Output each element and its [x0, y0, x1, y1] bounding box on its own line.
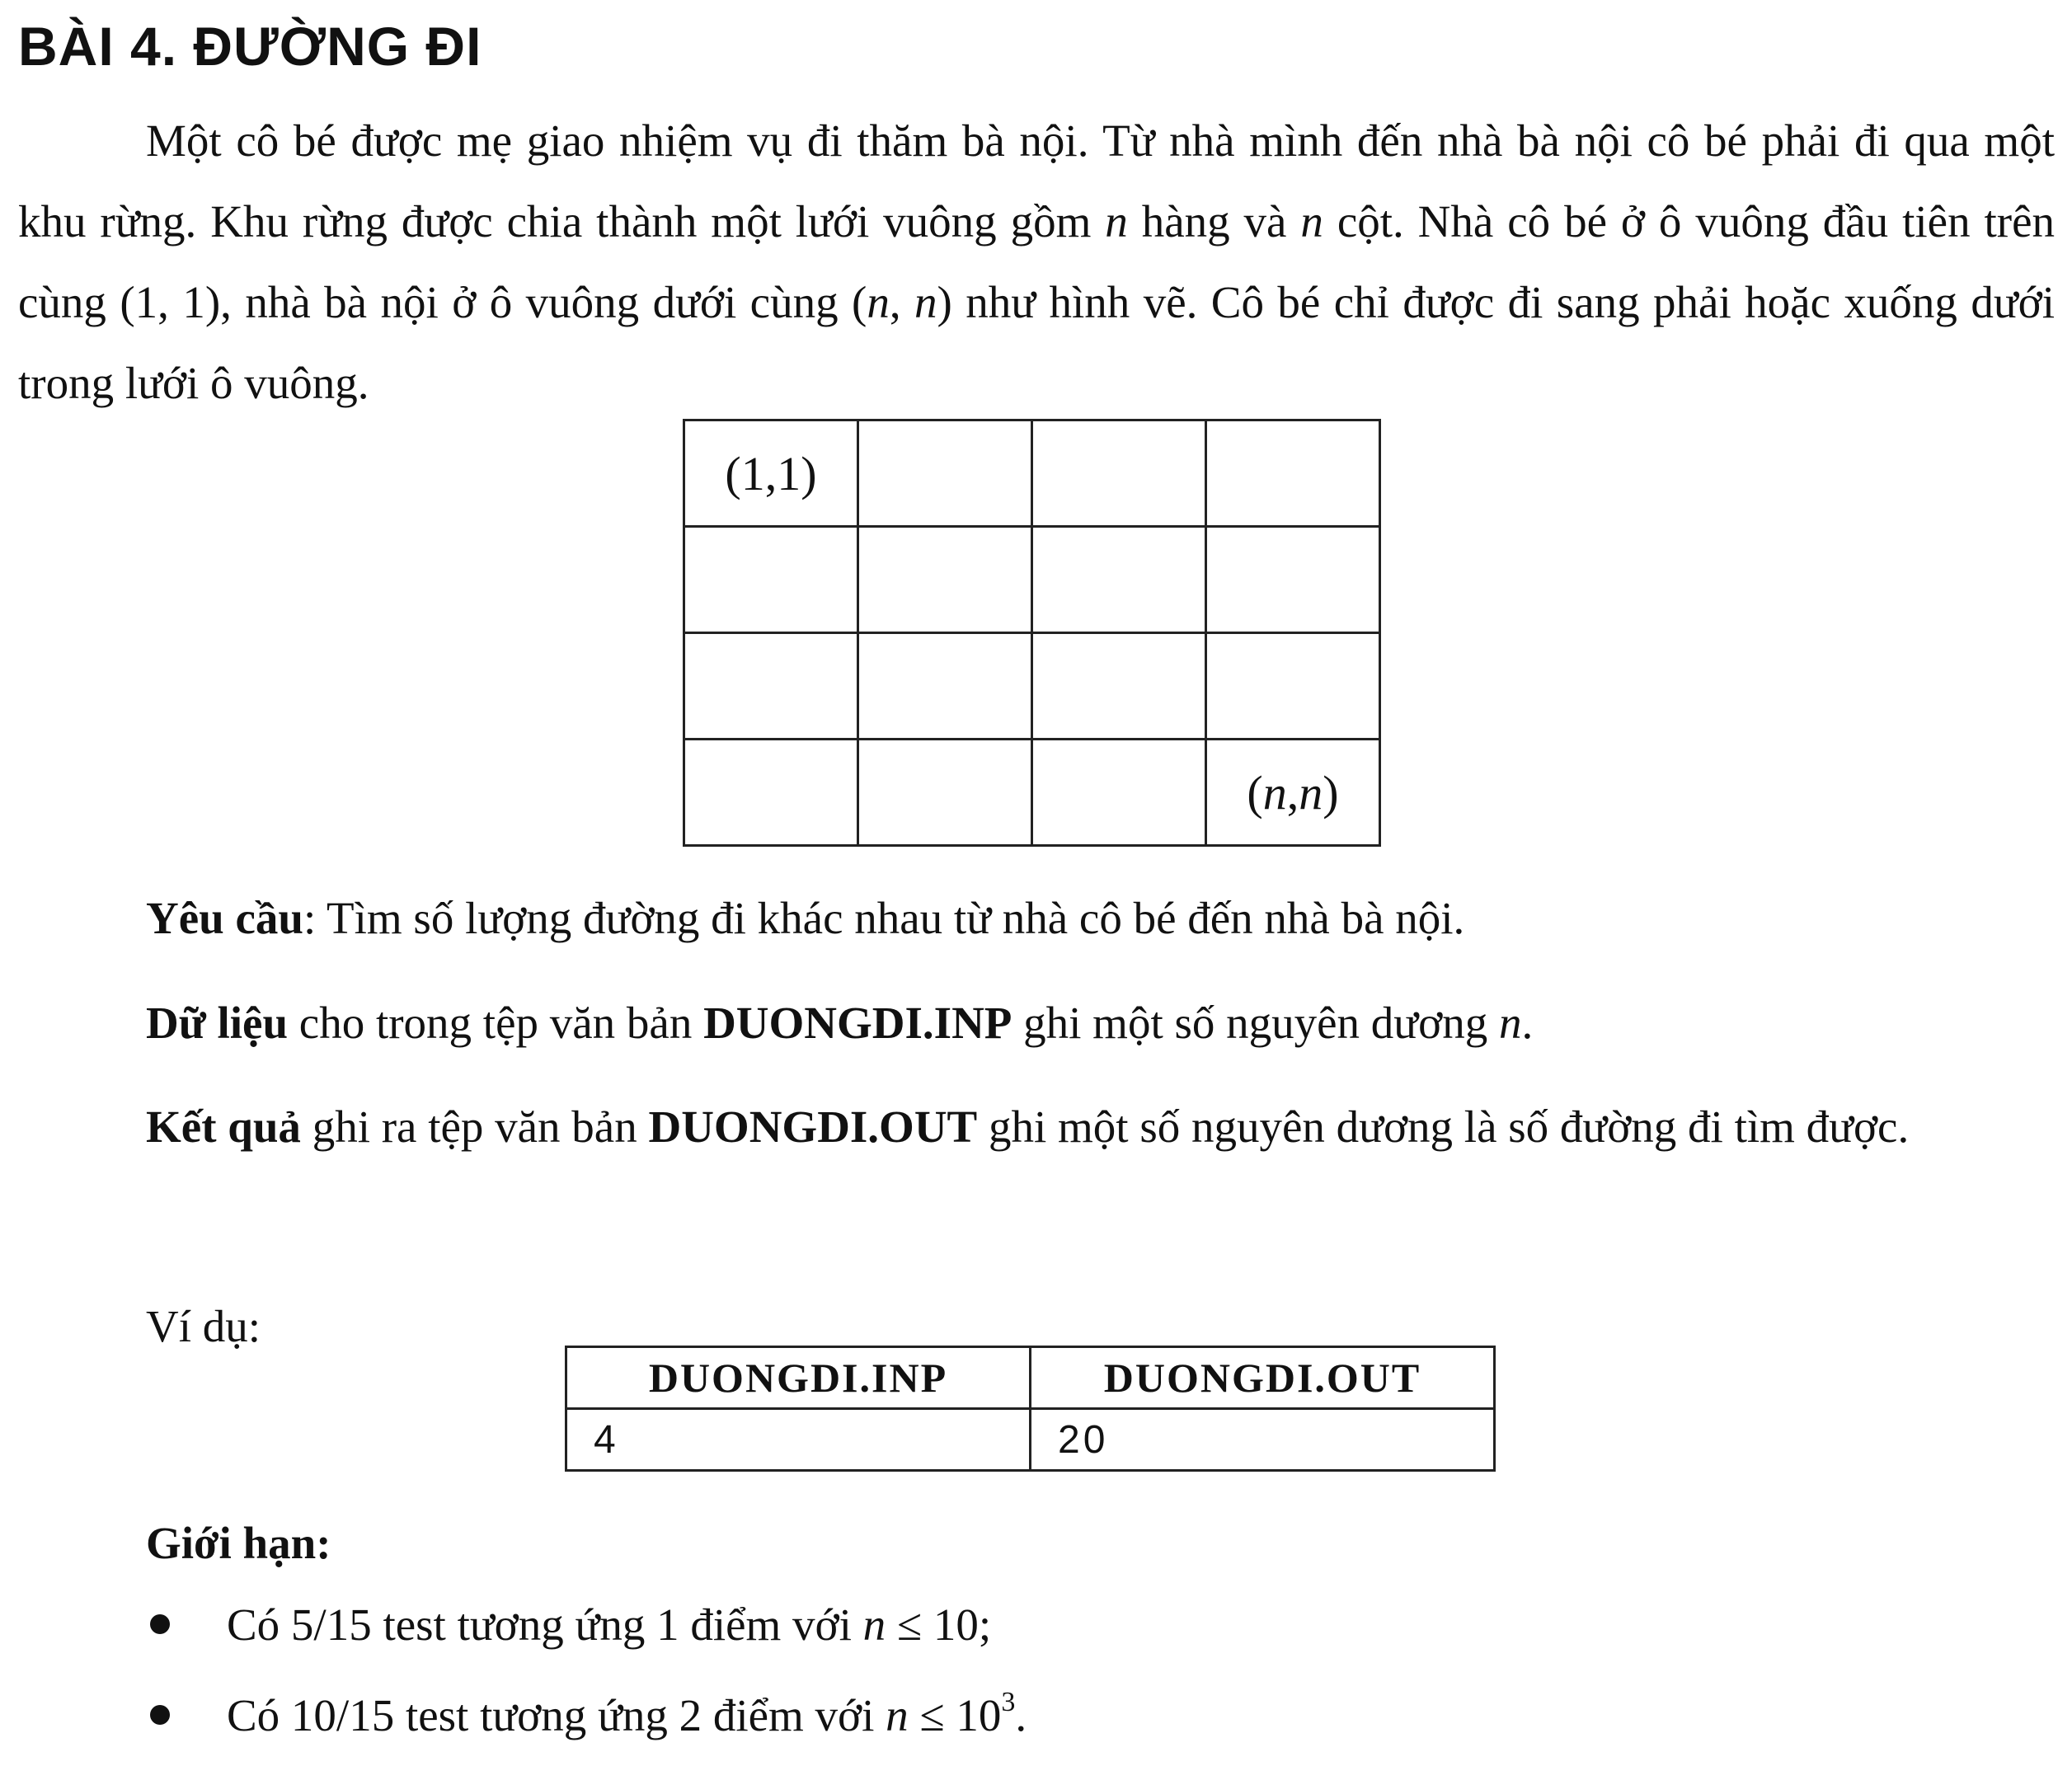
exponent: 3 [1001, 1687, 1016, 1717]
example-label: Ví dụ: [146, 1301, 261, 1351]
var-n: n [862, 1599, 886, 1650]
limits-list [140, 1585, 1027, 1766]
requirement-text: : Tìm số lượng đường đi khác nhau từ nhà cô bé đến nhà bà nội. [303, 893, 1465, 943]
limit-text-1: Có 5/15 test tương ứng 1 điểm với [227, 1599, 863, 1650]
input-text-1: cho trong tệp văn bản [288, 998, 704, 1048]
grid-cell [1032, 633, 1206, 740]
requirement-paragraph [18, 878, 2055, 959]
intro-text-1: Một cô bé được mẹ giao nhiệm vụ đi thăm bà nội. Từ nhà mình đến nhà bà nội cô bé phải đi qua một khu rừng. Khu rừng được chia thành một lưới vuông gồm [18, 115, 2055, 247]
example-input-value: 4 [566, 1409, 1031, 1471]
bullet-icon [150, 1614, 170, 1634]
grid-cell [684, 740, 858, 846]
grid-row [684, 420, 1380, 527]
example-data-row [566, 1409, 1495, 1471]
intro-text-5: ) như hình vẽ. Cô bé chỉ được đi sang phải hoặc xuống dưới trong lưới ô vuông. [18, 277, 2056, 408]
limit-text-2: ≤ 10 [908, 1690, 1002, 1740]
grid-cell [1032, 420, 1206, 527]
output-text-1: ghi ra tệp văn bản [300, 1101, 649, 1152]
var-n: n [867, 277, 890, 327]
output-paragraph [18, 1087, 2055, 1167]
grid-cell [684, 633, 858, 740]
example-header-row [566, 1347, 1495, 1409]
requirement-label: Yêu cầu [146, 893, 303, 943]
grid-cell [858, 740, 1032, 846]
limit-text-3: . [1015, 1690, 1027, 1740]
var-n: n [1105, 196, 1128, 247]
grid-cell [858, 527, 1032, 633]
var-n: n [914, 277, 937, 327]
input-paragraph [18, 983, 2055, 1064]
grid-cell [1206, 633, 1380, 740]
var-n: n [1498, 998, 1522, 1048]
intro-text-4: , [889, 277, 915, 327]
problem-title: BÀI 4. ĐƯỜNG ĐI [18, 16, 482, 77]
end-comma: , [1286, 765, 1299, 820]
grid-row [684, 633, 1380, 740]
example-header-inp: DUONGDI.INP [566, 1347, 1031, 1409]
input-label: Dữ liệu [146, 998, 289, 1048]
var-n: n [886, 1690, 909, 1740]
grid-cell [1206, 527, 1380, 633]
var-n: n [1299, 765, 1323, 820]
intro-text-3: cột. Nhà cô bé ở ô vuông đầu tiên trên cùng (1, 1), nhà bà nội ở ô vuông dưới cùng ( [18, 196, 2056, 327]
intro-paragraph [18, 101, 2055, 424]
output-label: Kết quả [146, 1101, 301, 1152]
grid-cell [684, 527, 858, 633]
grid-cell-start: (1,1) [684, 420, 858, 527]
bullet-icon [150, 1705, 170, 1725]
limit-text-2: ≤ 10; [886, 1599, 992, 1650]
input-filename: DUONGDI.INP [703, 998, 1013, 1048]
forest-grid-figure [683, 419, 1381, 847]
output-filename: DUONGDI.OUT [648, 1101, 978, 1152]
grid-cell [1032, 740, 1206, 846]
limit-item [140, 1675, 1027, 1766]
end-paren-open: ( [1247, 765, 1263, 820]
grid-cell-end [1206, 740, 1380, 846]
input-text-2: ghi một số nguyên dương [1012, 998, 1499, 1048]
grid-cell [1032, 527, 1206, 633]
grid-row [684, 527, 1380, 633]
grid-cell [1206, 420, 1380, 527]
limit-item [140, 1585, 1027, 1675]
var-n: n [1262, 765, 1287, 820]
output-text-2: ghi một số nguyên dương là số đường đi tìm được. [977, 1101, 1910, 1152]
limits-label: Giới hạn: [146, 1518, 331, 1568]
grid-cell [858, 420, 1032, 527]
intro-text-2: hàng và [1127, 196, 1301, 247]
grid-row [684, 740, 1380, 846]
example-output-value: 20 [1031, 1409, 1495, 1471]
example-header-out: DUONGDI.OUT [1031, 1347, 1495, 1409]
example-table [565, 1346, 1496, 1472]
end-paren-close: ) [1323, 765, 1339, 820]
input-text-3: . [1521, 998, 1534, 1048]
var-n: n [1300, 196, 1323, 247]
limit-text-1: Có 10/15 test tương ứng 2 điểm với [227, 1690, 886, 1740]
grid-cell [858, 633, 1032, 740]
